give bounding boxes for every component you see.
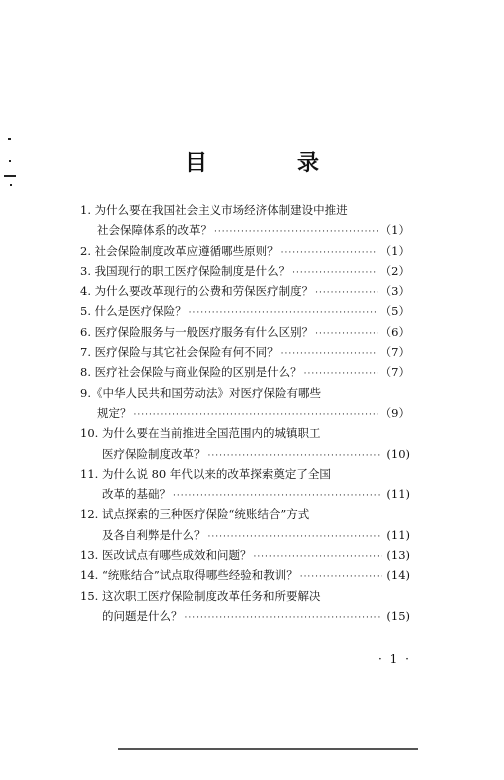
dot-leader (185, 608, 383, 628)
dot-leader (173, 486, 382, 506)
toc-entry-text: 4. 为什么要改革现行的公费和劳保医疗制度？ (80, 284, 314, 299)
table-of-contents (80, 200, 410, 626)
toc-entry-text: 10. 为什么要在当前推进全国范围内的城镇职工 (80, 426, 321, 441)
toc-entry-line (80, 322, 410, 342)
margin-mark-1 (8, 138, 11, 140)
toc-entry-text: 14. “统账结合”试点取得哪些经验和教训？ (80, 568, 298, 583)
dot-leader (304, 364, 378, 384)
toc-entry-text: 12. 试点探索的三种医疗保险“统账结合”方式 (80, 507, 310, 522)
page-number: · 1 · (378, 652, 411, 666)
toc-entry-line (80, 504, 410, 524)
toc-entry-text: 社会保障体系的改革？ (97, 223, 212, 238)
toc-page-ref: (11) (386, 487, 410, 502)
toc-entry-line (80, 606, 410, 626)
toc-page-ref: （3） (379, 284, 410, 299)
toc-page-ref: （7） (379, 345, 410, 360)
margin-mark-3 (4, 175, 16, 177)
dot-leader (315, 324, 378, 344)
toc-entry-text: 9.《中华人民共和国劳动法》对医疗保险有哪些 (80, 385, 321, 400)
bottom-rule (118, 748, 418, 750)
toc-page-ref: （7） (379, 365, 410, 380)
toc-entry-line (80, 261, 410, 281)
toc-entry-line (80, 241, 410, 261)
toc-entry-line (80, 545, 410, 565)
toc-entry-line (80, 220, 410, 240)
toc-entry-text: 及各自利弊是什么？ (102, 527, 206, 542)
dot-leader (253, 547, 382, 567)
margin-mark-4 (10, 184, 12, 186)
toc-page-ref: （1） (379, 223, 410, 238)
dot-leader (281, 344, 378, 364)
toc-entry-line (80, 362, 410, 382)
toc-entry-text: 6. 医疗保险服务与一般医疗服务有什么区别？ (80, 324, 314, 339)
toc-page-ref: (14) (386, 568, 410, 583)
page-title: 目 录 (184, 150, 353, 176)
toc-entry-line (80, 444, 410, 464)
toc-page-ref: (15) (386, 608, 410, 623)
toc-entry-line (80, 281, 410, 301)
dot-leader (214, 222, 378, 242)
toc-entry-line (80, 464, 410, 484)
toc-entry-line (80, 586, 410, 606)
toc-entry-line (80, 484, 410, 504)
toc-page-ref: （2） (379, 263, 410, 278)
dot-leader (281, 243, 378, 263)
toc-entry-text: 3. 我国现行的职工医疗保险制度是什么？ (80, 263, 291, 278)
toc-entry-text: 规定？ (97, 405, 132, 420)
dot-leader (134, 405, 378, 425)
toc-entry-text: 5. 什么是医疗保险？ (80, 304, 187, 319)
toc-entry-text: 改革的基础？ (102, 487, 171, 502)
toc-entry-text: 1. 为什么要在我国社会主义市场经济体制建设中推进 (80, 203, 348, 217)
margin-mark-2 (9, 160, 11, 162)
dot-leader (208, 446, 383, 466)
toc-page-ref: （1） (379, 243, 410, 258)
dot-leader (300, 567, 382, 587)
dot-leader (292, 263, 378, 283)
dot-leader (189, 303, 378, 323)
toc-entry-line (80, 565, 410, 585)
toc-entry-line (80, 301, 410, 321)
toc-page-ref: (11) (386, 527, 410, 542)
toc-entry-line (80, 383, 410, 403)
toc-entry-line (80, 342, 410, 362)
toc-entry-text: 医疗保险制度改革？ (102, 446, 206, 461)
toc-entry-text: 8. 医疗社会保险与商业保险的区别是什么？ (80, 365, 302, 380)
toc-entry-line (80, 403, 410, 423)
toc-page-ref: (10) (386, 446, 410, 461)
toc-page-ref: （5） (379, 304, 410, 319)
toc-page-ref: （6） (379, 324, 410, 339)
toc-entry-text: 15. 这次职工医疗保险制度改革任务和所要解决 (80, 588, 321, 603)
dot-leader (315, 283, 378, 303)
toc-page-ref: (13) (386, 548, 410, 563)
toc-entry-text: 的问题是什么？ (102, 608, 183, 623)
toc-page-ref: （9） (379, 405, 410, 420)
toc-entry-text: 11. 为什么说 80 年代以来的改革探索奠定了全国 (80, 466, 331, 481)
toc-entry-text: 2. 社会保险制度改革应遵循哪些原则？ (80, 243, 279, 258)
toc-entry-line (80, 423, 410, 443)
toc-entry-text: 13. 医改试点有哪些成效和问题？ (80, 548, 252, 563)
toc-entry-line (80, 525, 410, 545)
dot-leader (208, 527, 383, 547)
toc-entry-text: 7. 医疗保险与其它社会保险有何不同？ (80, 345, 279, 360)
toc-entry-line (80, 200, 410, 220)
